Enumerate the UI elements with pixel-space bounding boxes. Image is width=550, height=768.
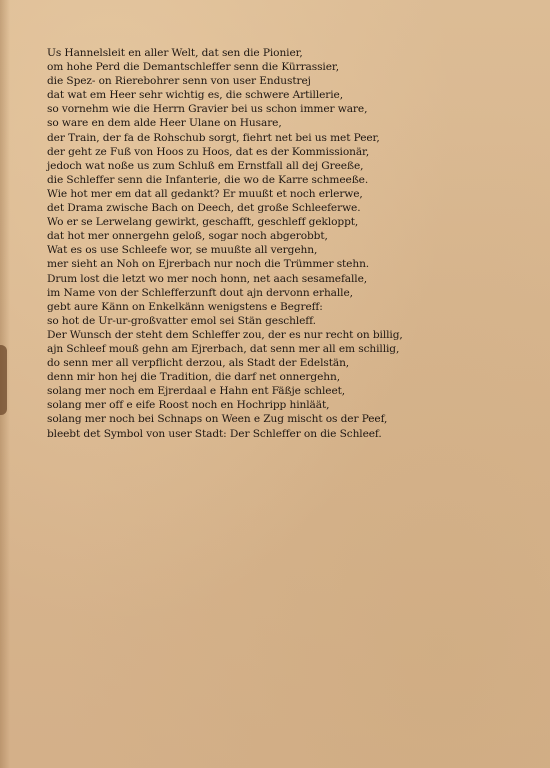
poem-line: im Name von der Schlefferzunft dout ajn dervonn erhalle, <box>47 286 353 299</box>
poem-line: solang mer noch em Ejrerdaal e Hahn ent Fäßje schleet, <box>47 385 346 398</box>
poem-line: denn mir hon hej die Tradition, die darf net onnergehn, <box>47 371 340 384</box>
poem-line: bleebt det Symbol von user Stadt: Der Schleffer on die Schleef. <box>47 427 382 440</box>
poem-line: dat hot mer onnergehn geloß, sogar noch abgerobbt, <box>47 230 328 243</box>
poem-line: Wie hot mer em dat all gedankt? Er muußt et noch erlerwe, <box>47 187 363 200</box>
poem-line: do senn mer all verpflicht derzou, als Stadt der Edelstän, <box>47 357 350 370</box>
poem-line: so ware en dem alde Heer Ulane on Husare, <box>47 117 282 130</box>
poem-line: solang mer noch bei Schnaps on Ween e Zug mischt os der Peef, <box>47 413 388 426</box>
poem-line: Der Wunsch der steht dem Schleffer zou, der es nur recht on billig, <box>47 328 403 341</box>
poem-line: ajn Schleef mouß gehn am Ejrerbach, dat senn mer all em schillig, <box>47 342 400 355</box>
poem-line: Drum lost die letzt wo mer noch honn, net aach sesamefalle, <box>47 272 368 285</box>
poem-line: mer sieht an Noh on Ejrerbach nur noch die Trümmer stehn. <box>47 258 370 271</box>
poem-text <box>47 46 507 441</box>
poem-line: Us Hannelsleit en aller Welt, dat sen die Pionier, <box>47 47 303 59</box>
poem-line: Wat es os use Schleefe wor, se muußte all vergehn, <box>47 244 318 257</box>
paper-stain <box>0 345 7 415</box>
poem-line: die Schleffer senn die Infanterie, die wo de Karre schmeeße. <box>47 173 369 186</box>
poem-line: jedoch wat noße us zum Schluß em Ernstfall all dej Greeße, <box>47 159 364 172</box>
poem-line: Wo er se Lerwelang gewirkt, geschafft, geschleff gekloppt, <box>47 216 359 229</box>
poem-line: dat wat em Heer sehr wichtig es, die schwere Artillerie, <box>47 89 343 102</box>
poem-line: so hot de Ur-ur-großvatter emol sei Stän geschleff. <box>47 314 316 327</box>
poem-line: so vornehm wie die Herrn Gravier bei us schon immer ware, <box>47 103 368 116</box>
poem-line: det Drama zwische Bach on Deech, det große Schleeferwe. <box>47 202 361 215</box>
poem-line: solang mer off e eife Roost noch en Hochripp hinläät, <box>47 399 330 412</box>
poem-line: die Spez- on Rierebohrer senn von user Endustrej <box>47 75 311 88</box>
poem-line: der Train, der fa de Rohschub sorgt, fiehrt net bei us met Peer, <box>47 131 380 144</box>
poem-line: gebt aure Känn on Enkelkänn wenigstens e Begreff: <box>47 300 323 313</box>
poem-line: om hohe Perd die Demantschleffer senn die Kürrassier, <box>47 61 339 74</box>
poem-line: der geht ze Fuß von Hoos zu Hoos, dat es der Kommissionär, <box>47 145 370 158</box>
